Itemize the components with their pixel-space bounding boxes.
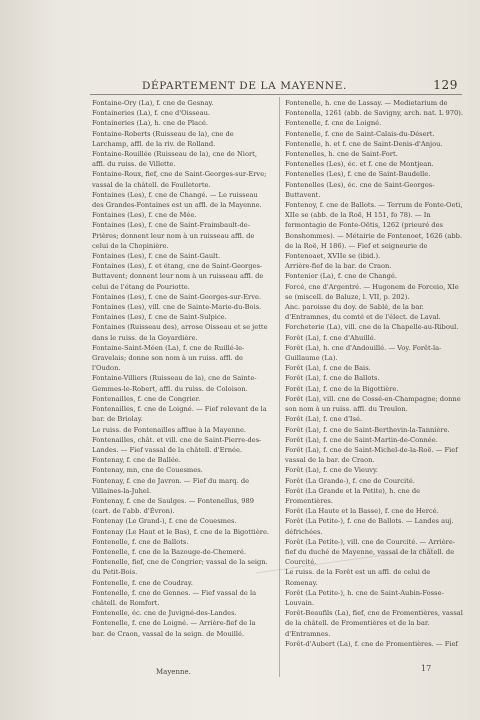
index-entry: Forêt (La Grande et la Petite), h. cne de Fromentières. bbox=[285, 486, 421, 505]
index-entry: Fontenelle, éc. cne de Juvigné-des-Landes. bbox=[92, 609, 237, 618]
index-entry: Fontaines (Les), f. cne de Mée. bbox=[92, 211, 197, 220]
index-entry: Fontaine-Roberts (Ruisseau de la), cne de Larchamp, affl. de la riv. de Rolland. bbox=[92, 129, 234, 148]
index-entry: Forêt (La Haute et la Basse), f. cne de Hercé. bbox=[285, 507, 439, 516]
index-entry: Fontenelle, h. cne de Lassay. — Medietarium de Fontenella, 1261 (abb. de Savigny, arch. nat. L 970). bbox=[285, 99, 463, 118]
index-entry: Fontaines (Les), f. cne de Saint-Gault. bbox=[92, 252, 221, 261]
index-entry: Fontenay, f. cne de Saulges. — Fontenellus, 989 (cart. de l'abb. d'Évron). bbox=[92, 496, 254, 516]
index-entry: Fontenelle, f. cne de Loigné. bbox=[285, 119, 382, 128]
index-entry: Le ruiss. de la Forêt est un affl. de celui de Romenay. bbox=[285, 568, 431, 587]
index-entry: Forêt (La), f. cne de Saint-Michel-de-la-Roë. — Fief vassal de la bar. de Craon. bbox=[285, 445, 458, 465]
index-entry: Forêt (La), f. cne de Bais. bbox=[285, 364, 371, 373]
index-entry: Fontenelle, h. et f. cne de Saint-Denis-d'Anjou. bbox=[285, 139, 443, 148]
index-entry: Fontenay (Le Haut et le Bas), f. cne de la Bigottière. bbox=[92, 527, 270, 536]
index-entry: Forêt (La Petite-), vill. cne de Courcité. — Arrière-fief du duché de Mayenne, vassal de la châtell. de Courcité. bbox=[285, 537, 456, 567]
right-column bbox=[285, 98, 463, 649]
index-entry: Fontenelle, f. cne de Ballots. bbox=[92, 537, 189, 546]
index-entry: Fontenelles (Les), éc. cne de Saint-Georges-Buttavent. bbox=[285, 180, 435, 199]
index-entry: Fontenelle, f. cne de Gennes. — Fief vassal de la châtell. de Romfort. bbox=[92, 588, 257, 607]
index-entry: Fontenay (Le Grand-), f. cne de Couesmes. bbox=[92, 517, 237, 526]
index-entry: Forcheterie (La), vill. cne de la Chapelle-au-Riboul. bbox=[285, 323, 459, 332]
left-column bbox=[92, 98, 270, 639]
index-entry: Le ruiss. de Fontenailles afflue à la Mayenne. bbox=[92, 425, 247, 434]
index-entry: Fontenelle, fief, cne de Congrier; vassal de la seign. du Petit-Bois. bbox=[92, 558, 268, 577]
index-entry: Fontaine-Roux, fief, cne de Saint-Georges-sur-Erve; vassal de la châtell. de Foulletorte. bbox=[92, 170, 267, 189]
index-entry: Fontaines (Les), f. cne de Changé. — Le ruisseau des Grandes-Fontaines est un affl. de la Mayenne. bbox=[92, 190, 262, 210]
page-number: 129 bbox=[433, 78, 458, 92]
index-entry: Fontenelle, f. cne de la Bazouge-de-Chemeré. bbox=[92, 547, 246, 556]
index-entry: Forêt (La), f. cne de Vieuvy. bbox=[285, 466, 379, 475]
index-entry: Fontenelle, f. cne de Coudray. bbox=[92, 578, 193, 587]
index-entry: Forêt (La), h. cne d'Andouillé. — Voy. Forêt-la-Guillaume (La). bbox=[285, 343, 442, 363]
page-header bbox=[108, 76, 458, 96]
index-entry: Fontaines (Ruisseau des), arrose Oisseau et se jette dans le ruiss. de la Goyardière. bbox=[92, 323, 268, 342]
column-divider bbox=[279, 97, 280, 677]
index-entry: Forcé, cne d'Argentré. — Hugonem de Forceio, XIe se (miscell. de Baluze, l. VII, p. 202). bbox=[285, 282, 459, 301]
index-entry: Forêt (La), vill. cne de Cossé-en-Champagne; donne son nom à un ruiss. affl. du Treulon. bbox=[285, 394, 461, 414]
index-entry: Fontenailles, f. cne de Loigné. — Fief relevant de la bar. de Briolay. bbox=[92, 405, 267, 424]
index-entry: Forêt-d'Aubert (La), f. cne de Fromentières. — Fief bbox=[285, 639, 458, 648]
index-entry: Forêt-Beaufils (La), fief, cne de Fromentières, vassal de la châtell. de Fromentières et de la bar. d'Entramnes. bbox=[285, 609, 463, 638]
index-entry: Fontaines (Les), vill. cne de Sainte-Marie-du-Bois. bbox=[92, 303, 262, 312]
index-entry: Arrière-fief de la bar. de Craon. bbox=[285, 262, 392, 271]
index-entry: Fontaine-Villiers (Ruisseau de la), cne de Sainte-Gemmes-le-Robert, affl. du ruiss. de Coloison. bbox=[92, 374, 257, 393]
index-entry: Fontenoy, f. cne de Ballots. — Terrum de Fonte-Oeti, XIIe se (abb. de la Roë, H 151, fo 78). — In fermontagio de Fonte-Oëtis, 1262 (prieuré des Bonshommes). — Métairie de Fontenoet, 1626 (abb. de la Roë, H 186). — Fief et seigneurie de Fontenoaet, XVIIe se (ibid.). bbox=[285, 201, 463, 261]
index-entry: Fontaineries (La), f. cne d'Oisseau. bbox=[92, 109, 211, 118]
footer-sheet-number: 17 bbox=[421, 664, 432, 673]
index-entry: Forêt (La Petite-), h. cne de Saint-Aubin-Fosse-Louvain. bbox=[285, 588, 444, 607]
index-entry: Fontenay, mn, cne de Couesmes. bbox=[92, 466, 203, 475]
index-entry: Fontenay, f. cne de Ballée. bbox=[92, 456, 181, 465]
index-entry: Forêt (La Petite-), f. cne de Ballots. — Landes auj. défrichées. bbox=[285, 517, 454, 536]
index-entry: Fontenelles (Les), f. cne de Saint-Baudelle. bbox=[285, 170, 431, 179]
index-entry: Forêt (La Grande-), f. cne de Courcité. bbox=[285, 476, 415, 485]
page-title: DÉPARTEMENT DE LA MAYENNE. bbox=[142, 80, 347, 92]
index-entry: Fontaine-Rouillée (Ruisseau de la), cne de Niort, affl. du ruiss. de Villette. bbox=[92, 150, 257, 169]
index-entry: Fontenelles (Les), éc. et f. cne de Montjean. bbox=[285, 160, 434, 169]
index-entry: Anc. paroisse du doy. de Sablé, de la bar. d'Entramnes, du comté et de l'élect. de Laval. bbox=[285, 303, 441, 322]
index-entry: Fontenelle, f. cne de Saint-Calais-du-Désert. bbox=[285, 129, 435, 138]
index-entry: Fontenailles, chât. et vill. cne de Saint-Pierre-des-Landes. — Fief vassal de la châtell. d'Ernée. bbox=[92, 435, 262, 454]
index-entry: Fontenier (La), f. cne de Changé. bbox=[285, 272, 397, 281]
index-entry: Forêt (La), f. cne de Saint-Martin-de-Connée. bbox=[285, 435, 438, 444]
index-entry: Fontaines (Les), f. cne de Saint-Sulpice. bbox=[92, 313, 227, 322]
index-entry: Fontenailles, f. cne de Congrier. bbox=[92, 394, 201, 403]
index-entry: Forêt (La), f. cne d'Isé. bbox=[285, 415, 363, 424]
index-entry: Fontaines (Les), f. cne de Saint-Georges-sur-Erve. bbox=[92, 292, 262, 301]
index-entry: Fontaines (Les), f. et étang, cne de Saint-Georges-Buttavent; donnent leur nom à un ruisseau affl. de celui de l'étang de Pouriotte. bbox=[92, 262, 264, 291]
index-entry: Forêt (La), f. cne d'Ahuillé. bbox=[285, 333, 376, 342]
footer-signature: Mayenne. bbox=[156, 668, 191, 676]
index-entry: Fontaineries (La), h. cne de Placé. bbox=[92, 119, 208, 128]
index-entry: Fontenelle, f. cne de Loigné. — Arrière-fief de la bar. de Craon, vassal de la seign. de Mouillé. bbox=[92, 619, 256, 638]
index-entry: Fontaine-Saint-Méen (La), f. cne de Ruillé-le-Gravelais; donne son nom à un ruiss. affl. de l'Oudon. bbox=[92, 343, 245, 373]
index-entry: Fontaines (Les), f. cne de Saint-Fraimbault-de-Prières; donnent leur nom à un ruisseau affl. de celui de la Chopinière. bbox=[92, 221, 255, 250]
index-entry: Forêt (La), f. cne de la Bigottière. bbox=[285, 384, 399, 393]
header-rule bbox=[90, 94, 462, 95]
index-entry: Fontaine-Ory (La), f. cne de Gesnay. bbox=[92, 99, 214, 107]
index-entry: Forêt (La), f. cne de Saint-Berthevin-la-Tannière. bbox=[285, 425, 450, 434]
index-entry: Fontenay, f. cne de Javron. — Fief du marq. de Villaines-la-Juhel. bbox=[92, 476, 250, 495]
index-entry: Forêt (La), f. cne de Ballots. bbox=[285, 374, 380, 383]
index-entry: Fontenelles, h. cne de Saint-Fort. bbox=[285, 150, 398, 159]
